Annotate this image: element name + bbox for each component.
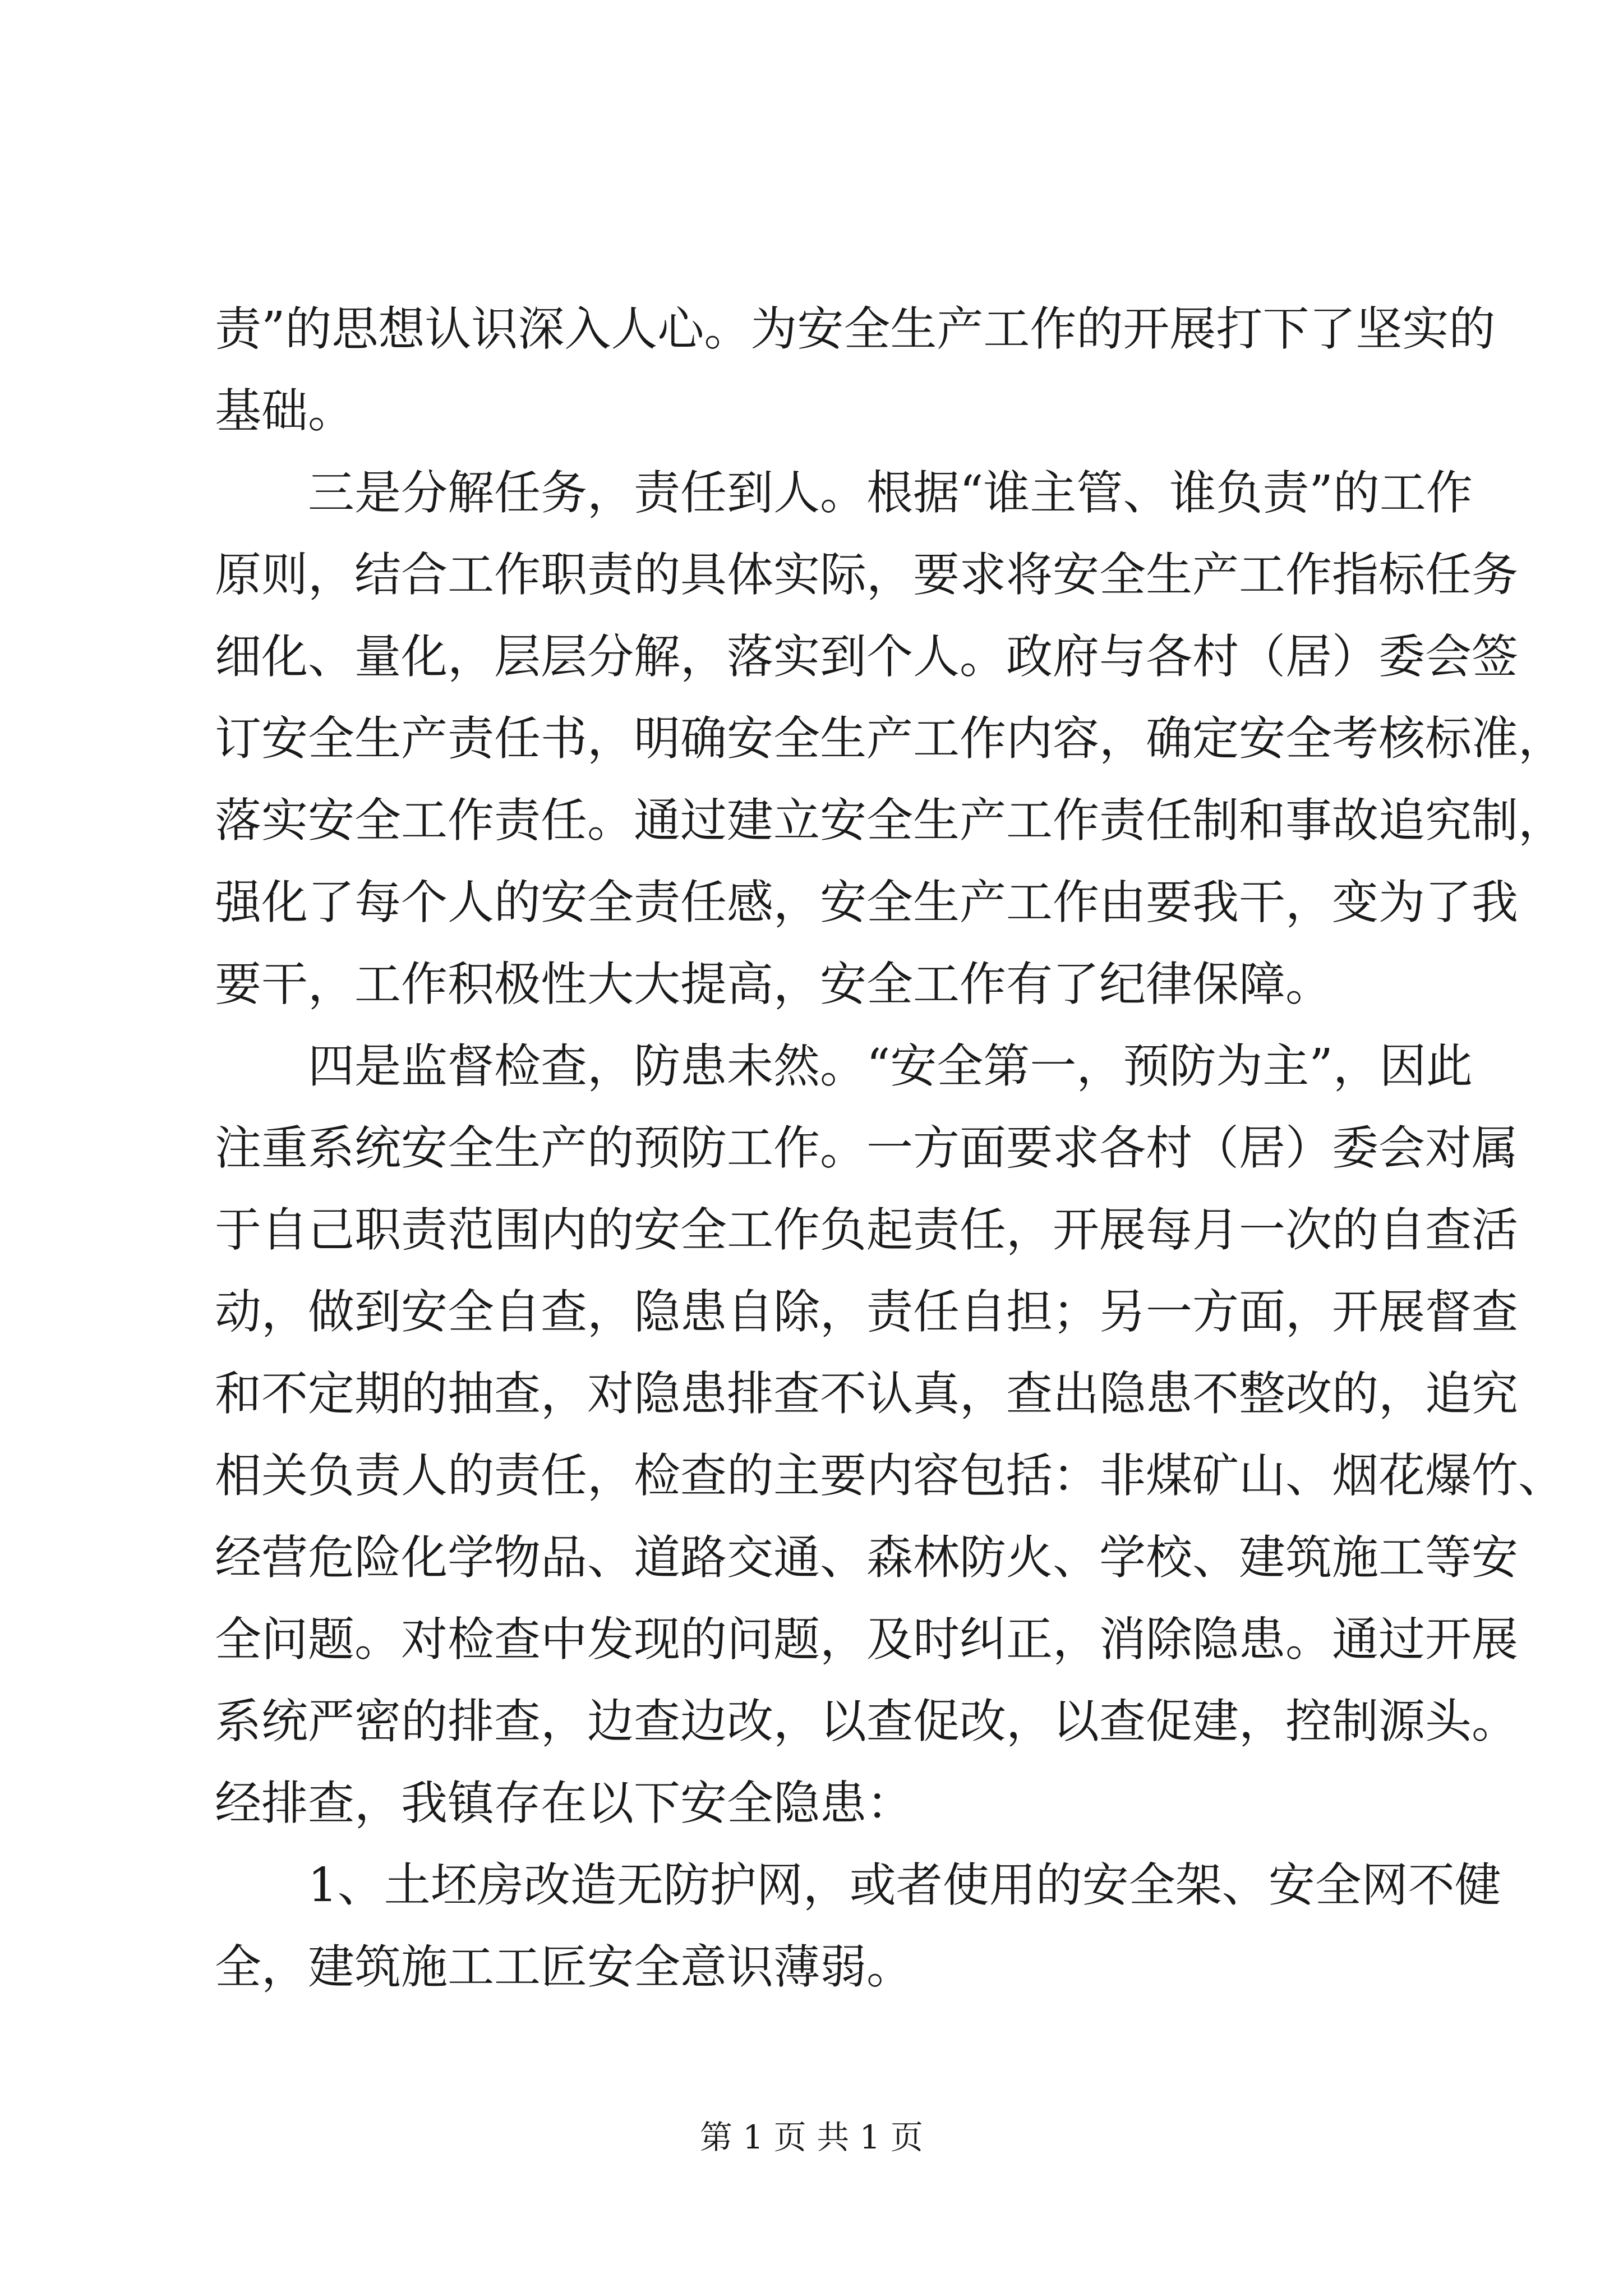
text-line: 责”的思想认识深入人心。为安全生产工作的开展打下了坚实的: [215, 302, 1496, 356]
text-line: 强化了每个人的安全责任感，安全生产工作由要我干，变为了我: [215, 875, 1518, 930]
text-line: 经排查，我镇存在以下安全隐患：: [215, 1776, 913, 1830]
text-line: 全问题。对检查中发现的问题，及时纠正，消除隐患。通过开展: [215, 1612, 1518, 1667]
page-number-label: 第 1 页 共 1 页: [700, 2118, 923, 2156]
text-line: 和不定期的抽查，对隐患排查不认真，查出隐患不整改的，追究: [215, 1366, 1518, 1421]
text-line: 要干，工作积极性大大提高，安全工作有了纪律保障。: [215, 957, 1332, 1011]
text-line: 细化、量化，层层分解，落实到个人。政府与各村（居）委会签: [215, 629, 1518, 684]
text-line: 原则，结合工作职责的具体实际，要求将安全生产工作指标任务: [215, 547, 1518, 602]
page-footer: [0, 2115, 1623, 2160]
text-line: 订安全生产责任书，明确安全生产工作内容，确定安全考核标准，: [215, 711, 1565, 766]
text-line: 经营危险化学物品、道路交通、森林防火、学校、建筑施工等安: [215, 1530, 1518, 1585]
text-line: 动，做到安全自查，隐患自除，责任自担；另一方面，开展督查: [215, 1285, 1518, 1339]
text-line: 于自己职责范围内的安全工作负起责任，开展每月一次的自查活: [215, 1203, 1518, 1257]
text-line: 注重系统安全生产的预防工作。一方面要求各村（居）委会对属: [215, 1121, 1518, 1175]
text-line: 全，建筑施工工匠安全意识薄弱。: [215, 1940, 913, 1994]
text-line: 四是监督检查，防患未然。“安全第一，预防为主”，因此: [215, 1039, 1473, 1093]
text-line: 相关负责人的责任，检查的主要内容包括：非煤矿山、烟花爆竹、: [215, 1448, 1565, 1503]
text-line: 基础。: [215, 384, 354, 438]
document-body: [215, 288, 1565, 2008]
text-line: 系统严密的排查，边查边改，以查促改，以查促建，控制源头。: [215, 1694, 1518, 1749]
text-line: 落实安全工作责任。通过建立安全生产工作责任制和事故追究制，: [215, 793, 1565, 848]
text-line: 三是分解任务，责任到人。根据“谁主管、谁负责”的工作: [215, 466, 1473, 520]
text-line: 1、土坯房改造无防护网，或者使用的安全架、安全网不健: [215, 1858, 1501, 1912]
